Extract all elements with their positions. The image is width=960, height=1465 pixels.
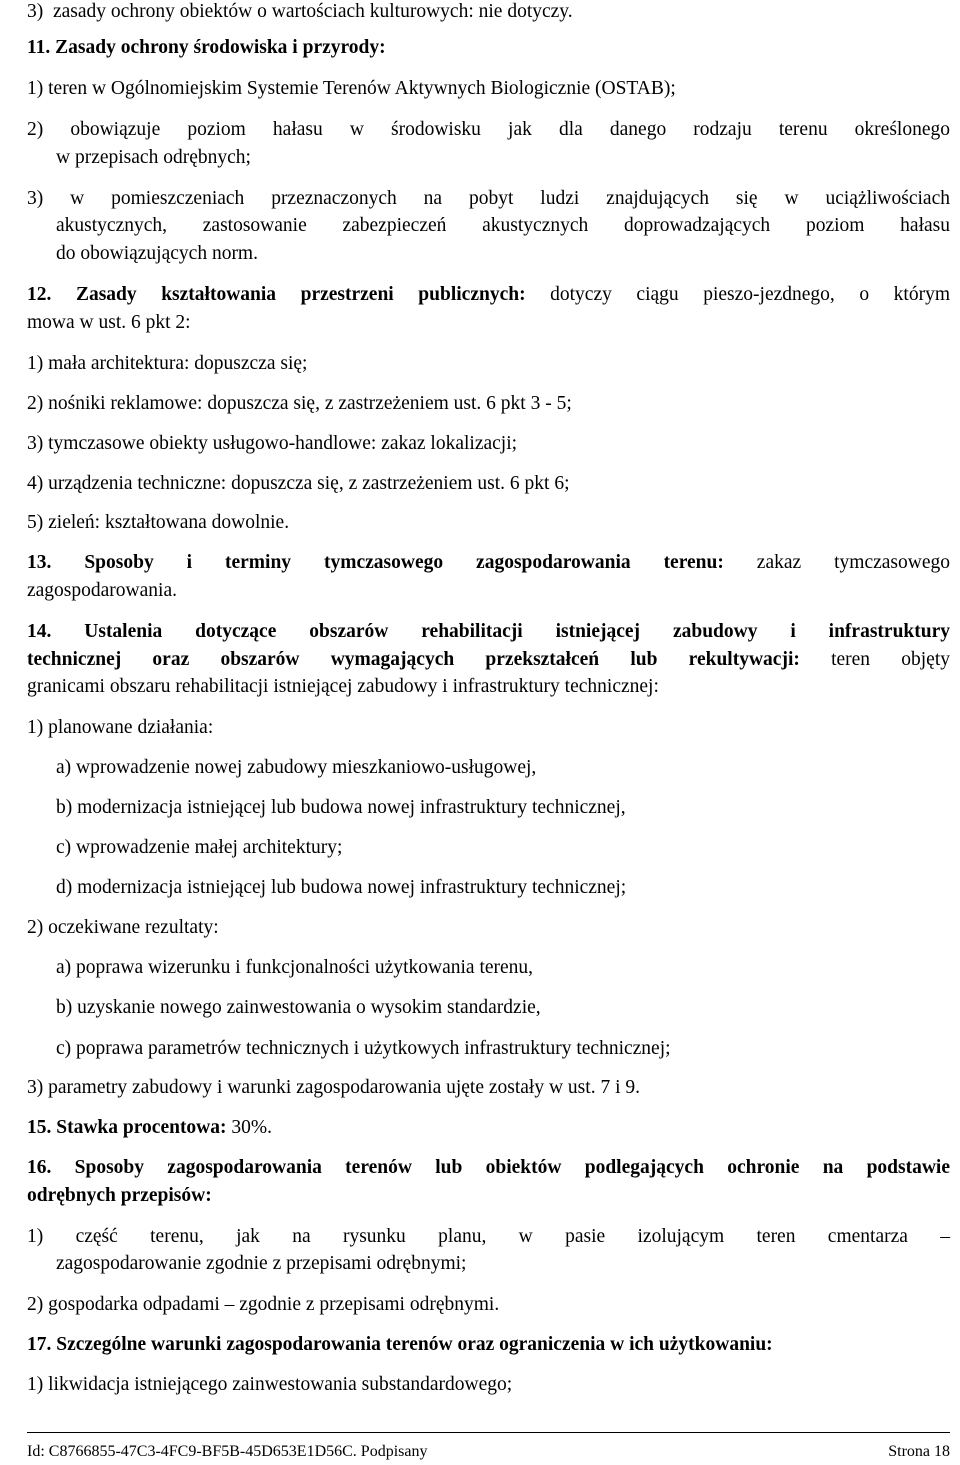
section-14-item-2: 2) oczekiwane rezultaty: [27,917,219,938]
section-12-item-5: 5) zieleń: kształtowana dowolnie. [27,512,290,533]
section-14-heading-text: teren objęty [799,649,950,670]
section-12-heading-text: dotyczy ciągu pieszo-jezdnego, o którym [525,284,950,305]
section-15-title: 15. Stawka procentowa: [27,1117,227,1138]
section-13-title: 13. Sposoby i terminy tymczasowego zagospodarowania terenu: [27,552,724,573]
section-16-heading-line-2 [27,1184,212,1208]
section-12-item-2: 2) nośniki reklamowe: dopuszcza się, z zastrzeżeniem ust. 6 pkt 3 - 5; [27,393,572,414]
section-16-title-part-1: 16. Sposoby zagospodarowania terenów lub obiektów podlegających ochronie na podstawie [27,1157,950,1178]
section-16-item-1-line-2: zagospodarowanie zgodnie z przepisami odrębnymi; [56,1253,467,1274]
section-13-heading [27,551,950,575]
section-11-item-2-line-2: w przepisach odrębnych; [56,147,251,168]
section-11-title: 11. Zasady ochrony środowiska i przyrody: [27,37,386,58]
section-11-item-3-line-3: do obowiązujących norm. [56,243,258,264]
section-14-item-1a: a) wprowadzenie nowej zabudowy mieszkaniowo-usługowej, [56,757,537,778]
section-14-item-1b: b) modernizacja istniejącej lub budowa nowej infrastruktury technicznej, [56,797,626,818]
section-14-item-1d: d) modernizacja istniejącej lub budowa nowej infrastruktury technicznej; [56,877,627,898]
section-12-item-1: 1) mała architektura: dopuszcza się; [27,353,308,374]
section-11-item-3-line-1: 3) w pomieszczeniach przeznaczonych na pobyt ludzi znajdujących się w uciążliwościach [27,188,950,209]
section-16-item-1-line-1: 1) część terenu, jak na rysunku planu, w pasie izolującym teren cmentarza – [27,1226,950,1247]
section-14-item-2b: b) uzyskanie nowego zainwestowania o wysokim standardzie, [56,997,541,1018]
section-11-item-2-line-1: 2) obowiązuje poziom hałasu w środowisku jak dla danego rodzaju terenu określonego [27,119,950,140]
section-11-item-3-line-2: akustycznych, zastosowanie zabezpieczeń akustycznych doprowadzających poziom hałasu [56,215,950,236]
footer-document-id: Id: C8766855-47C3-4FC9-BF5B-45D653E1D56C. Podpisany [27,1443,428,1460]
footer-divider [27,1432,950,1433]
section-16-title-part-2: odrębnych przepisów: [27,1185,212,1206]
section-12-item-3: 3) tymczasowe obiekty usługowo-handlowe: zakaz lokalizacji; [27,433,518,454]
section-16-item-2: 2) gospodarka odpadami – zgodnie z przepisami odrębnymi. [27,1294,500,1315]
section-14-item-1c: c) wprowadzenie małej architektury; [56,837,343,858]
footer-page-number: Strona 18 [888,1443,950,1460]
section-14-heading-line-2 [27,648,950,672]
section-17-title: 17. Szczególne warunki zagospodarowania terenów oraz ograniczenia w ich użytkowaniu: [27,1334,773,1355]
section-14-title-part-2: technicznej oraz obszarów wymagających przekształceń lub rekultywacji: [27,649,800,670]
section-14-item-3: 3) parametry zabudowy i warunki zagospodarowania ujęte zostały w ust. 7 i 9. [27,1077,640,1098]
section-14-item-1: 1) planowane działania: [27,717,214,738]
section-14-item-2a: a) poprawa wizerunku i funkcjonalności użytkowania terenu, [56,957,534,978]
section-12-item-4: 4) urządzenia techniczne: dopuszcza się, z zastrzeżeniem ust. 6 pkt 6; [27,473,570,494]
point-3-cultural-line: 3) zasady ochrony obiektów o wartościach kulturowych: nie dotyczy. [27,1,573,22]
section-14-item-2c: c) poprawa parametrów technicznych i użytkowych infrastruktury technicznej; [56,1038,671,1059]
section-13-heading-text: zakaz tymczasowego [723,552,950,573]
section-12-heading-cont: mowa w ust. 6 pkt 2: [27,312,191,333]
section-14-title-part-1: 14. Ustalenia dotyczące obszarów rehabilitacji istniejącej zabudowy i infrastruktury [27,621,950,642]
section-16-heading-line-1 [27,1156,950,1180]
section-17-item-1: 1) likwidacja istniejącego zainwestowania substandardowego; [27,1374,513,1395]
section-15-line [27,1116,272,1140]
section-17-heading [27,1333,773,1357]
section-12-heading [27,283,950,307]
section-12-title: 12. Zasady kształtowania przestrzeni publicznych: [27,284,526,305]
section-11-item-1: 1) teren w Ogólnomiejskim Systemie Terenów Aktywnych Biologicznie (OSTAB); [27,78,676,99]
section-14-heading-line-3: granicami obszaru rehabilitacji istniejącej zabudowy i infrastruktury technicznej: [27,676,659,697]
section-11-heading [27,36,386,60]
section-15-value: 30%. [226,1117,273,1138]
section-13-heading-cont: zagospodarowania. [27,580,177,601]
section-14-heading-line-1 [27,620,950,644]
